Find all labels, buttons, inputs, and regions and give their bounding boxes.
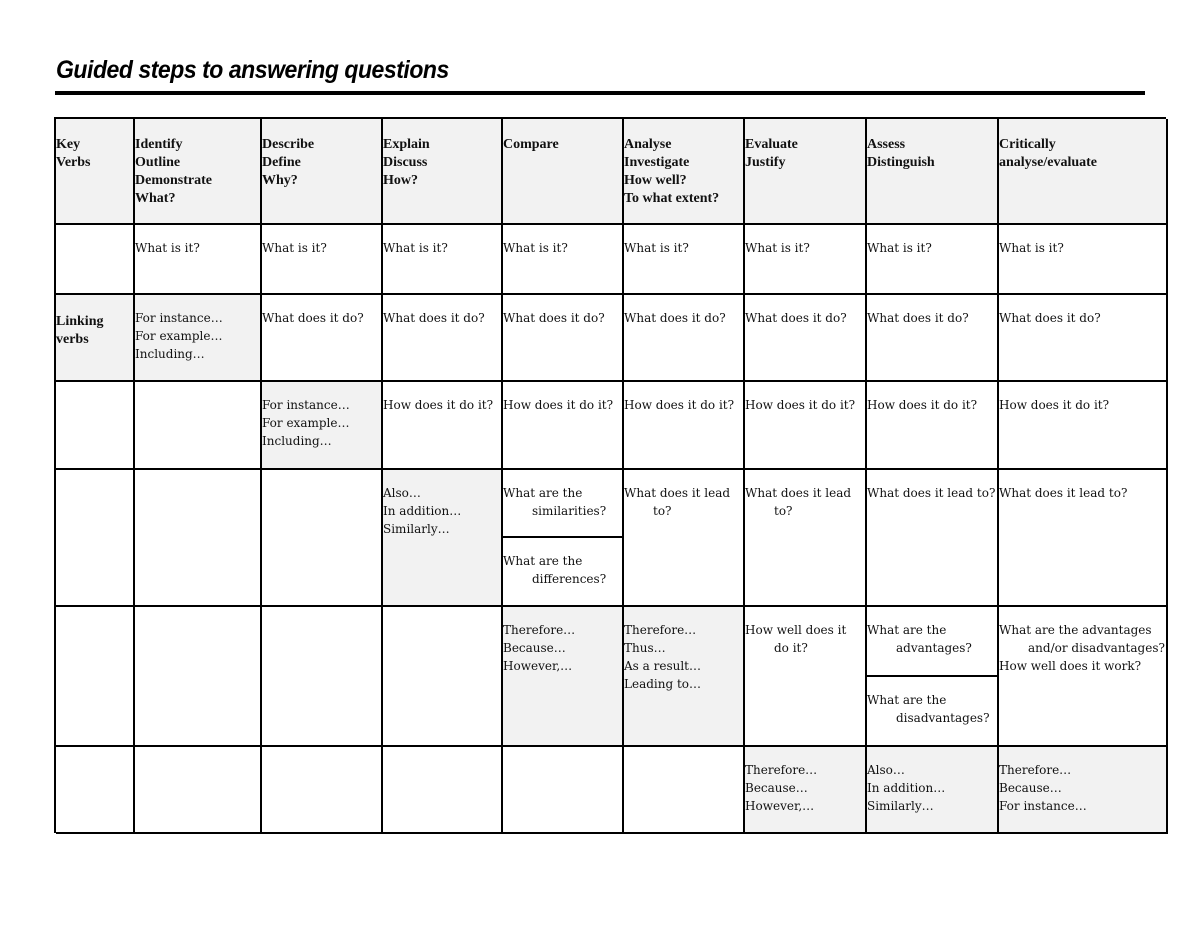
header-text: Investigate <box>624 155 690 170</box>
header-text: Analyse <box>624 137 672 152</box>
question-text: How well does it <box>745 623 847 637</box>
empty-cell <box>262 607 383 747</box>
question-text: What are the <box>503 554 583 568</box>
label-text: Linking <box>56 314 104 329</box>
question-cell: What does it lead to? <box>999 470 1168 607</box>
linking-text: For example… <box>262 416 350 430</box>
linking-cell <box>383 470 503 607</box>
question-text: do it? <box>774 641 808 655</box>
header-text: Compare <box>503 137 559 152</box>
header-explain <box>383 119 503 225</box>
question-cell: What does it do? <box>867 295 999 382</box>
empty-cell <box>262 747 383 834</box>
empty-cell <box>56 747 135 834</box>
question-cell: What does it do? <box>745 295 867 382</box>
header-analyse <box>624 119 745 225</box>
question-text: What are the <box>867 693 947 707</box>
question-cell: How does it do it? <box>999 382 1168 470</box>
linking-text: Thus… <box>624 641 666 655</box>
linking-cell <box>745 747 867 834</box>
empty-cell <box>135 382 262 470</box>
title-rule <box>55 91 1145 95</box>
empty-cell <box>624 747 745 834</box>
question-cell: What does it do? <box>999 295 1168 382</box>
question-cell <box>624 470 745 607</box>
header-describe <box>262 119 383 225</box>
linking-cell <box>262 382 383 470</box>
linking-text: Also… <box>383 486 421 500</box>
question-cell: What does it lead to? <box>867 470 999 607</box>
linking-text: Similarly… <box>867 799 934 813</box>
question-cell: How does it do it? <box>745 382 867 470</box>
header-text: To what extent? <box>624 191 720 206</box>
question-text: What are the <box>867 623 947 637</box>
header-text: Describe <box>262 137 315 152</box>
header-text: What? <box>135 191 176 206</box>
question-cell <box>867 607 999 677</box>
question-text: differences? <box>532 572 607 586</box>
question-cell: How does it do it? <box>867 382 999 470</box>
empty-cell <box>56 382 135 470</box>
linking-text: Similarly… <box>383 522 450 536</box>
guided-steps-table <box>54 117 1166 833</box>
page-title: Guided steps to answering questions <box>56 56 449 84</box>
empty-cell <box>262 470 383 607</box>
question-cell: What does it do? <box>262 295 383 382</box>
question-cell <box>503 470 624 538</box>
linking-cell <box>624 607 745 747</box>
header-identify <box>135 119 262 225</box>
header-compare <box>503 119 624 225</box>
header-evaluate <box>745 119 867 225</box>
linking-text: Therefore… <box>999 763 1072 777</box>
question-text: What are the advantages <box>999 623 1152 637</box>
question-text: advantages? <box>896 641 972 655</box>
question-cell <box>867 677 999 747</box>
question-text: How well does it work? <box>999 659 1142 673</box>
question-cell: How does it do it? <box>383 382 503 470</box>
header-text: Assess <box>867 137 906 152</box>
question-text: and/or disadvantages? <box>1028 641 1165 655</box>
empty-cell <box>383 747 503 834</box>
question-cell <box>745 470 867 607</box>
linking-cell <box>867 747 999 834</box>
question-cell: What is it? <box>745 225 867 295</box>
question-cell: What is it? <box>624 225 745 295</box>
linking-text: Because… <box>745 781 808 795</box>
empty-cell <box>135 607 262 747</box>
header-text: Verbs <box>56 155 91 170</box>
question-cell: How does it do it? <box>503 382 624 470</box>
header-text: Demonstrate <box>135 173 212 188</box>
header-text: How? <box>383 173 418 188</box>
question-text: What does it lead <box>745 486 852 500</box>
header-text: Critically <box>999 137 1056 152</box>
linking-text: Also… <box>867 763 905 777</box>
header-text: How well? <box>624 173 687 188</box>
header-text: Explain <box>383 137 430 152</box>
header-text: Discuss <box>383 155 428 170</box>
empty-cell <box>503 747 624 834</box>
linking-text: Because… <box>999 781 1062 795</box>
header-text: Key <box>56 137 81 152</box>
linking-text: For instance… <box>999 799 1087 813</box>
question-cell: What does it do? <box>624 295 745 382</box>
linking-text: Including… <box>135 347 205 361</box>
empty-cell <box>56 607 135 747</box>
linking-text: For instance… <box>135 311 223 325</box>
question-cell: What is it? <box>867 225 999 295</box>
empty-cell <box>56 225 135 295</box>
linking-text: Including… <box>262 434 332 448</box>
empty-cell <box>56 470 135 607</box>
header-text: Distinguish <box>867 155 935 170</box>
linking-text: Therefore… <box>745 763 818 777</box>
linking-cell <box>503 607 624 747</box>
question-cell: What does it do? <box>383 295 503 382</box>
header-text: Justify <box>745 155 786 170</box>
linking-text: In addition… <box>867 781 946 795</box>
label-text: verbs <box>56 332 89 347</box>
question-text: What are the <box>503 486 583 500</box>
linking-text: For example… <box>135 329 223 343</box>
empty-cell <box>135 747 262 834</box>
linking-text: Leading to… <box>624 677 702 691</box>
question-cell: What is it? <box>135 225 262 295</box>
linking-text: As a result… <box>624 659 701 673</box>
linking-text: Therefore… <box>503 623 576 637</box>
linking-text: Because… <box>503 641 566 655</box>
question-cell: How does it do it? <box>624 382 745 470</box>
linking-text: Therefore… <box>624 623 697 637</box>
question-cell: What does it do? <box>503 295 624 382</box>
question-text: disadvantages? <box>896 711 990 725</box>
question-text: to? <box>653 504 672 518</box>
question-cell: What is it? <box>999 225 1168 295</box>
question-cell: What is it? <box>383 225 503 295</box>
linking-text: In addition… <box>383 504 462 518</box>
question-text: What does it lead <box>624 486 731 500</box>
linking-cell <box>135 295 262 382</box>
header-text: Identify <box>135 137 183 152</box>
question-text: similarities? <box>532 504 607 518</box>
question-cell <box>745 607 867 747</box>
question-cell <box>503 538 624 607</box>
header-text: Evaluate <box>745 137 798 152</box>
header-text: Define <box>262 155 301 170</box>
linking-cell <box>999 747 1168 834</box>
question-cell: What is it? <box>503 225 624 295</box>
question-text: to? <box>774 504 793 518</box>
header-text: Outline <box>135 155 181 170</box>
header-key-verbs <box>56 119 135 225</box>
linking-text: However,… <box>503 659 573 673</box>
linking-text: However,… <box>745 799 815 813</box>
header-text: analyse/evaluate <box>999 155 1097 170</box>
empty-cell <box>383 607 503 747</box>
empty-cell <box>135 470 262 607</box>
linking-verbs-label <box>56 295 135 382</box>
header-text: Why? <box>262 173 298 188</box>
header-assess <box>867 119 999 225</box>
linking-text: For instance… <box>262 398 350 412</box>
question-cell <box>999 607 1168 747</box>
question-cell: What is it? <box>262 225 383 295</box>
header-critically <box>999 119 1168 225</box>
